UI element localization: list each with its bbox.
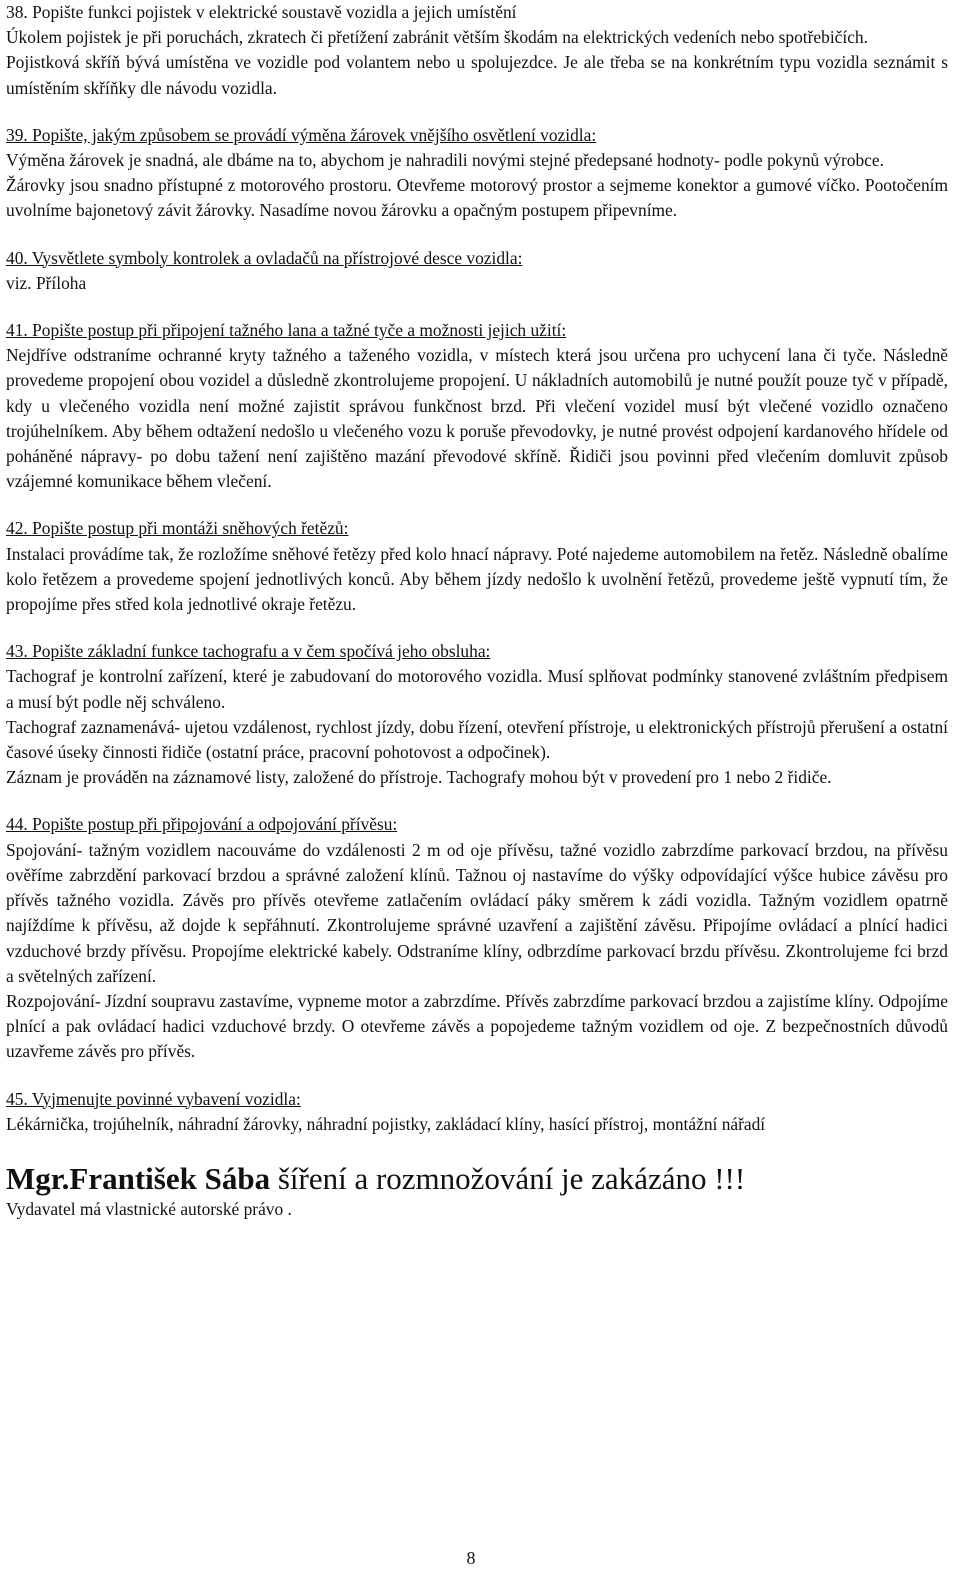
- section-41: [6, 318, 948, 494]
- section-42-heading: 42. Popište postup při montáži sněhových řetězů:: [6, 518, 349, 539]
- section-43-paragraph-3: Záznam je prováděn na záznamové listy, založené do přístroje. Tachografy mohou být v provedení pro 1 nebo 2 řidiče.: [6, 767, 832, 788]
- footer-notice: šíření a rozmnožování je zakázáno !!!: [270, 1160, 746, 1196]
- footer-author: Mgr.František Sába: [6, 1160, 271, 1196]
- section-38-paragraph-1: Úkolem pojistek je při poruchách, zkratech či přetížení zabránit větším škodám na elektrických vedeních nebo spotřebičích.: [6, 27, 868, 48]
- section-43-heading: 43. Popište základní funkce tachografu a v čem spočívá jeho obsluha:: [6, 641, 491, 662]
- section-45-heading: 45. Vyjmenujte povinné vybavení vozidla:: [6, 1088, 301, 1109]
- section-39-paragraph-1: Výměna žárovek je snadná, ale dbáme na to, abychom je nahradili novými stejné předepsané hodnoty- podle pokynů výrobce.: [6, 150, 884, 171]
- section-42: [6, 516, 948, 617]
- section-41-heading: 41. Popište postup při připojení tažného lana a tažné tyče a možnosti jejich užití:: [6, 320, 567, 341]
- section-40: [6, 246, 948, 296]
- section-38: [6, 0, 948, 101]
- section-39-paragraph-2: Žárovky jsou snadno přístupné z motorového prostoru. Otevřeme motorový prostor a sejmeme konektor a gumové víčko. Pootočením uvolníme bajonetový závit žárovky. Nasadíme novou žárovku a opačným postupem připevníme.: [6, 175, 948, 221]
- section-39-heading: 39. Popište, jakým způsobem se provádí výměna žárovek vnějšího osvětlení vozidla:: [6, 124, 597, 145]
- section-44-paragraph-2: Rozpojování- Jízdní soupravu zastavíme, vypneme motor a zabrzdíme. Přívěs zabrzdíme parkovací brzdou a zajistíme klíny. Odpojíme plnící a pak ovládací hadici vzduchové brzdy. O otevřeme závěs a popojedeme tažným vozidlem od oje. Z bezpečnostních důvodů uzavřeme závěs pro přívěs.: [6, 990, 948, 1062]
- footer-title: [6, 1159, 948, 1199]
- section-43: [6, 639, 948, 790]
- section-38-paragraph-2: Pojistková skříň bývá umístěna ve vozidle pod volantem nebo u spolujezdce. Je ale třeba se na konkrétním typu vozidla seznámit s umístěním skříňky dle návodu vozidla.: [6, 52, 948, 98]
- section-44-paragraph-1: Spojování- tažným vozidlem nacouváme do vzdálenosti 2 m od oje přívěsu, tažné vozidlo zabrzdíme parkovací brzdou, na přívěsu ověříme zabrzdění parkovací brzdou a správné založení klínů. Tažnou oj nastavíme do výšky odpovídající výšce hubice závěsu pro přívěs tažného vozidla. Závěs pro přívěs otevřeme zatlačením ovládací páky směrem k zádi vozidla. Tažným vozidlem opatrně najíždíme k přívěsu, až dojde k sepřáhnutí. Zkontrolujeme správné uzavření a zajištění závěsu. Připojíme ovládací a plnící hadici vzduchové brzdy přívěsu. Propojíme elektrické kabely. Odstraníme klíny, odbrzdíme parkovací brzdu přívěsu. Zkontrolujeme fci brzd a světelných zařízení.: [6, 839, 948, 986]
- section-38-heading: 38. Popište funkci pojistek v elektrické soustavě vozidla a jejich umístění: [6, 2, 517, 22]
- section-43-paragraph-2: Tachograf zaznamenává- ujetou vzdálenost, rychlost jízdy, dobu řízení, otevření přístroje, u elektronických přístrojů přerušení a ostatní časové úseky činnosti řidiče (ostatní práce, pracovní pohotovost a odpočinek).: [6, 716, 948, 763]
- section-45-paragraph-1: Lékárnička, trojúhelník, náhradní žárovky, náhradní pojistky, zakládací klíny, hasící přístroj, montážní nářadí: [6, 1113, 766, 1134]
- section-41-paragraph-1: Nejdříve odstraníme ochranné kryty tažného a taženého vozidla, v místech která jsou určena pro uchycení lana či tyče. Následně provedeme propojení obou vozidel a důsledně zkontrolujeme propojení. U nákladních automobilů je nutné použít pouze tyč v případě, kdy u vlečeného vozidla není možné zajistit správou funkčnost brzd. Při vlečení vozidel musí být vlečené vozidlo označeno trojúhelníkem. Aby během odtažení nedošlo u vlečeného vozu k poruše převodovky, je nutné provést odpojení kardanového hřídele od poháněné nápravy- po dobu tažení není zajištěno mazání převodové skříně. Řidiči jsou povinni před vlečením domluvit způsob vzájemné komunikace během vlečení.: [6, 345, 948, 492]
- section-40-heading: 40. Vysvětlete symboly kontrolek a ovladačů na přístrojové desce vozidla:: [6, 247, 523, 268]
- section-44-heading: 44. Popište postup při připojování a odpojování přívěsu:: [6, 814, 398, 835]
- document-page: [6, 0, 948, 1222]
- section-42-paragraph-1: Instalaci provádíme tak, že rozložíme sněhové řetězy před kolo hnací nápravy. Poté najedeme automobilem na řetěz. Následně obalíme kolo řetězem a provedeme spojení jednotlivých konců. Aby během jízdy nedošlo k uvolnění řetězů, provedeme ještě vypnutí tím, že propojíme přes střed kola jednotlivé okraje řetězu.: [6, 543, 948, 615]
- section-39: [6, 123, 948, 224]
- page-number: 8: [466, 1548, 476, 1568]
- section-44: [6, 812, 948, 1064]
- section-43-paragraph-1: Tachograf je kontrolní zařízení, které je zabudovaní do motorového vozidla. Musí splňovat podmínky stanovené zvláštním předpisem a musí být podle něj schváleno.: [6, 666, 948, 712]
- section-45: [6, 1087, 948, 1137]
- section-40-paragraph-1: viz. Příloha: [6, 272, 87, 293]
- footer-copyright: Vydavatel má vlastnické autorské právo .: [6, 1198, 292, 1219]
